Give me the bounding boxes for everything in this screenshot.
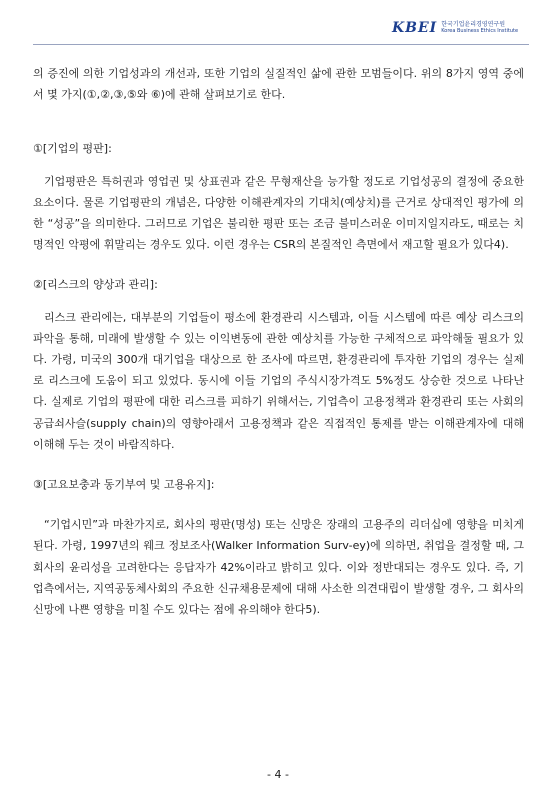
section-1-body: 기업평판은 특허권과 영업권 및 상표권과 같은 무형재산을 능가할 정도로 기업성공의 결정에 중요한 요소이다. 물론 기업평판의 개념은, 다양한 이해관계자의 기대치(예상치)를 근거로 상대적인 평가에 의한 “성공”을 의미한다. 그러므로 기업은 불리한 평판 또는 조금 불미스러운 이미지일지라도, 때로는 치명적인 악평에 휘말리는 경우도 있다. 이런 경우는 CSR의 본질적인 측면에서 재고할 필요가 있다4). — [33, 174, 524, 252]
logo-mark: KBEI — [392, 20, 438, 36]
section-2-heading: ②[리스크의 양상과 관리]: — [33, 278, 158, 292]
section-1-heading: ①[기업의 평판]: — [33, 142, 112, 156]
logo-text — [441, 21, 518, 35]
section-3-body: “기업시민”과 마찬가지로, 회사의 평판(명성) 또는 신망은 장래의 고용주의 리더십에 영향을 미치게 된다. 가령, 1997년의 웨크 정보조사(Walker Information Surv-ey)에 의하면, 취업을 결정할 때, 그 회사의 윤리성을 고려한다는 응답자가 42%이라고 밝히고 있다. 이와 정반대되는 경우도 있다. 즉, 기업측에서는, 지역공동체사회의 주요한 신규채용문제에 대해 사소한 의견대립이 발생할 경우, 그 회사의 신망에 나쁜 영향을 미칠 수도 있다는 점에 유의해야 한다5). — [33, 518, 524, 617]
logo-english: Korea Business Ethics Institute — [441, 28, 519, 34]
page-number: - 4 - — [267, 768, 289, 781]
header-divider — [33, 44, 529, 45]
intro-paragraph: 의 증진에 의한 기업성과의 개선과, 또한 기업의 실질적인 삶에 관한 모범들이다. 위의 8가지 영역 중에서 몇 가지(①,②,③,⑤와 ⑥)에 관해 살펴보기로 한다. — [33, 67, 524, 102]
section-3-heading: ③[고요보충과 동기부여 및 고용유지]: — [33, 478, 215, 492]
document-body — [33, 63, 524, 620]
section-2-body: 리스크 관리에는, 대부분의 기업들이 평소에 환경관리 시스템과, 이들 시스템에 따른 예상 리스크의 파악을 통해, 미래에 발생할 수 있는 이익변동에 관한 예상치를 가능한 구체적으로 파악해둘 필요가 있다. 가령, 미국의 300개 대기업을 대상으로 한 조사에 따르면, 환경관리에 투자한 기업의 경우는 실제로 리스크에 도움이 되고 있었다. 동시에 이들 기업의 주식시장가격도 5%정도 상승한 것으로 나타난다. 실제로 기업의 평판에 대한 리스크를 피하기 위해서는, 기업측이 고용정책과 환경관리 또는 사회의 공급쇠사슬(supply chain)의 영향아래서 고용정책과 같은 직접적인 통제를 받는 이해관계자에 대해 이해해 두는 것이 바람직하다. — [33, 310, 524, 451]
header-logo — [392, 20, 518, 36]
logo-korean: 한국기업윤리경영연구원 — [441, 21, 505, 28]
